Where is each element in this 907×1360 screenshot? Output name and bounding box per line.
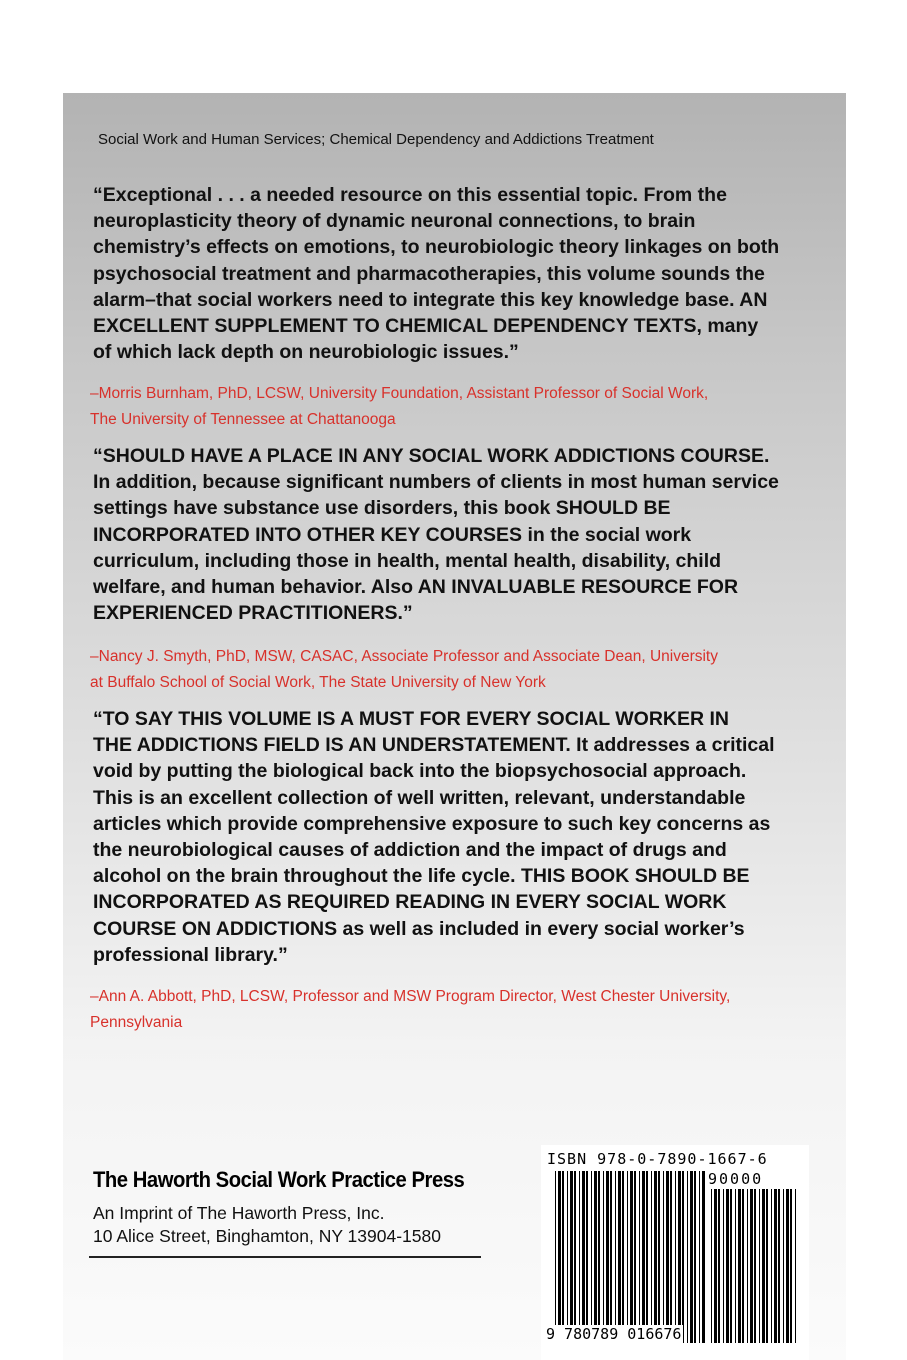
barcode-bar — [735, 1189, 736, 1343]
barcode-bar — [711, 1189, 712, 1343]
publisher-block — [93, 1167, 493, 1248]
publisher-address: 10 Alice Street, Binghamton, NY 13904-1580 — [93, 1226, 441, 1246]
quote-line: curriculum, including those in health, mental health, disability, child — [93, 549, 722, 572]
barcode-bar — [630, 1171, 633, 1343]
barcode-bar — [762, 1189, 765, 1343]
barcode-bar — [663, 1171, 664, 1343]
barcode-bar — [750, 1189, 753, 1343]
quote-line: EXPERIENCED PRACTITIONERS.” — [93, 602, 413, 625]
barcode-bar — [615, 1171, 616, 1343]
barcode-bar — [586, 1171, 588, 1343]
quote-line: “Exceptional . . . a needed resource on this essential topic. From the — [93, 184, 727, 206]
barcode-bar — [771, 1189, 772, 1343]
barcode-bar — [654, 1171, 657, 1343]
subject-category: Social Work and Human Services; Chemical Dependency and Addictions Treatment — [98, 131, 654, 148]
barcode-bar — [567, 1171, 568, 1343]
quote-line: void by putting the biological back into the biopsychosocial approach. — [93, 760, 747, 783]
quote-line: In addition, because significant numbers of clients in most human service — [93, 471, 779, 494]
isbn-label: ISBN 978-0-7890-1667-6 — [547, 1150, 768, 1168]
attribution-line: at Buffalo School of Social Work, The State University of New York — [90, 674, 546, 691]
barcode-bar — [738, 1189, 741, 1343]
barcode-bar — [594, 1171, 597, 1343]
quote-line: “TO SAY THIS VOLUME IS A MUST FOR EVERY SOCIAL WORKER IN — [93, 708, 729, 730]
barcode-bar — [666, 1171, 669, 1343]
barcode-bar — [558, 1171, 561, 1343]
price-code: 90000 — [708, 1170, 764, 1188]
barcode-bar — [622, 1171, 624, 1343]
barcode-bar — [714, 1189, 717, 1343]
barcode-bar — [694, 1171, 696, 1343]
barcode-panel — [541, 1145, 809, 1360]
review-quote-2 — [93, 443, 838, 626]
barcode-bar — [634, 1171, 636, 1343]
divider-rule — [89, 1256, 481, 1258]
quote-line: EXCELLENT SUPPLEMENT TO CHEMICAL DEPENDENCY TEXTS, many — [93, 315, 759, 338]
review-quote-3 — [93, 706, 838, 968]
review-attribution-1 — [90, 381, 835, 433]
barcode-bar — [754, 1189, 756, 1343]
review-quote-1 — [93, 182, 838, 365]
barcode-bar — [783, 1189, 784, 1343]
quote-line: chemistry’s effects on emotions, to neurobiologic theory linkages on both — [93, 236, 780, 259]
barcode-bar — [726, 1189, 729, 1343]
quote-line: “SHOULD HAVE A PLACE IN ANY SOCIAL WORK ADDICTIONS COURSE. — [93, 445, 770, 467]
barcode-bar — [639, 1171, 640, 1343]
quote-line: INCORPORATED INTO OTHER KEY COURSES in the social work — [93, 523, 692, 546]
addon-barcode — [711, 1189, 799, 1343]
barcode-bar — [723, 1189, 724, 1343]
quote-line: professional library.” — [93, 943, 288, 966]
barcode-bar — [618, 1171, 621, 1343]
barcode-bar — [730, 1189, 732, 1343]
barcode-bar — [610, 1171, 612, 1343]
attribution-line: –Nancy J. Smyth, PhD, MSW, CASAC, Associate Professor and Associate Dean, University — [90, 648, 718, 665]
ean-barcode — [555, 1171, 705, 1343]
back-cover — [63, 93, 846, 1360]
attribution-line: Pennsylvania — [90, 1014, 183, 1031]
barcode-bar — [555, 1171, 556, 1343]
barcode-bar — [651, 1171, 652, 1343]
attribution-line: –Ann A. Abbott, PhD, LCSW, Professor and MSW Program Director, West Chester University, — [90, 988, 731, 1005]
quote-line: alarm–that social workers need to integrate this key knowledge base. AN — [93, 288, 768, 311]
barcode-bar — [702, 1171, 705, 1343]
barcode-bar — [778, 1189, 780, 1343]
quote-line: psychosocial treatment and pharmacotherapies, this volume sounds the — [93, 262, 765, 285]
barcode-bar — [603, 1171, 604, 1343]
quote-line: neuroplasticity theory of dynamic neuronal connections, to brain — [93, 210, 696, 233]
attribution-line: –Morris Burnham, PhD, LCSW, University Foundation, Assistant Professor of Social Work, — [90, 385, 709, 402]
barcode-bar — [670, 1171, 672, 1343]
barcode-bar — [658, 1171, 660, 1343]
quote-line: INCORPORATED AS REQUIRED READING IN EVERY SOCIAL WORK — [93, 891, 727, 914]
review-attribution-2 — [90, 644, 835, 696]
barcode-bar — [579, 1171, 580, 1343]
quote-line: welfare, and human behavior. Also AN INVALUABLE RESOURCE FOR — [93, 576, 739, 599]
barcode-bar — [642, 1171, 645, 1343]
barcode-bar — [574, 1171, 576, 1343]
publisher-imprint: An Imprint of The Haworth Press, Inc. — [93, 1203, 385, 1223]
attribution-line: The University of Tennessee at Chattanooga — [90, 411, 396, 428]
barcode-bar — [690, 1171, 693, 1343]
barcode-bar — [582, 1171, 585, 1343]
barcode-bar — [718, 1189, 720, 1343]
ean-digits: 9 780789 016676 — [546, 1325, 682, 1343]
barcode-bar — [747, 1189, 748, 1343]
barcode-bar — [675, 1171, 676, 1343]
barcode-bar — [570, 1171, 573, 1343]
barcode-bar — [678, 1171, 681, 1343]
barcode-bar — [766, 1189, 768, 1343]
review-attribution-3 — [90, 984, 835, 1036]
quote-line: settings have substance use disorders, this book SHOULD BE — [93, 497, 671, 520]
barcode-bar — [699, 1171, 700, 1343]
barcode-bar — [646, 1171, 648, 1343]
quote-line: articles which provide comprehensive exposure to such key concerns as — [93, 812, 771, 835]
barcode-bar — [774, 1189, 777, 1343]
barcode-bar — [606, 1171, 609, 1343]
barcode-bar — [591, 1171, 592, 1343]
publisher-name: The Haworth Social Work Practice Press — [93, 1167, 465, 1192]
barcode-bar — [790, 1189, 792, 1343]
barcode-bar — [598, 1171, 600, 1343]
quote-line: COURSE ON ADDICTIONS as well as included in every social worker’s — [93, 917, 745, 940]
barcode-bar — [786, 1189, 789, 1343]
barcode-bar — [682, 1171, 684, 1343]
barcode-bar — [627, 1171, 628, 1343]
barcode-bar — [562, 1171, 564, 1343]
quote-line: THE ADDICTIONS FIELD IS AN UNDERSTATEMENT. It addresses a critical — [93, 734, 775, 757]
barcode-bar — [687, 1171, 688, 1343]
quote-line: the neurobiological causes of addiction and the impact of drugs and — [93, 839, 727, 862]
barcode-bar — [742, 1189, 744, 1343]
barcode-bar — [759, 1189, 760, 1343]
barcode-bar — [795, 1189, 796, 1343]
quote-line: This is an excellent collection of well written, relevant, understandable — [93, 786, 746, 809]
quote-line: alcohol on the brain throughout the life cycle. THIS BOOK SHOULD BE — [93, 865, 750, 888]
quote-line: of which lack depth on neurobiologic issues.” — [93, 341, 519, 364]
